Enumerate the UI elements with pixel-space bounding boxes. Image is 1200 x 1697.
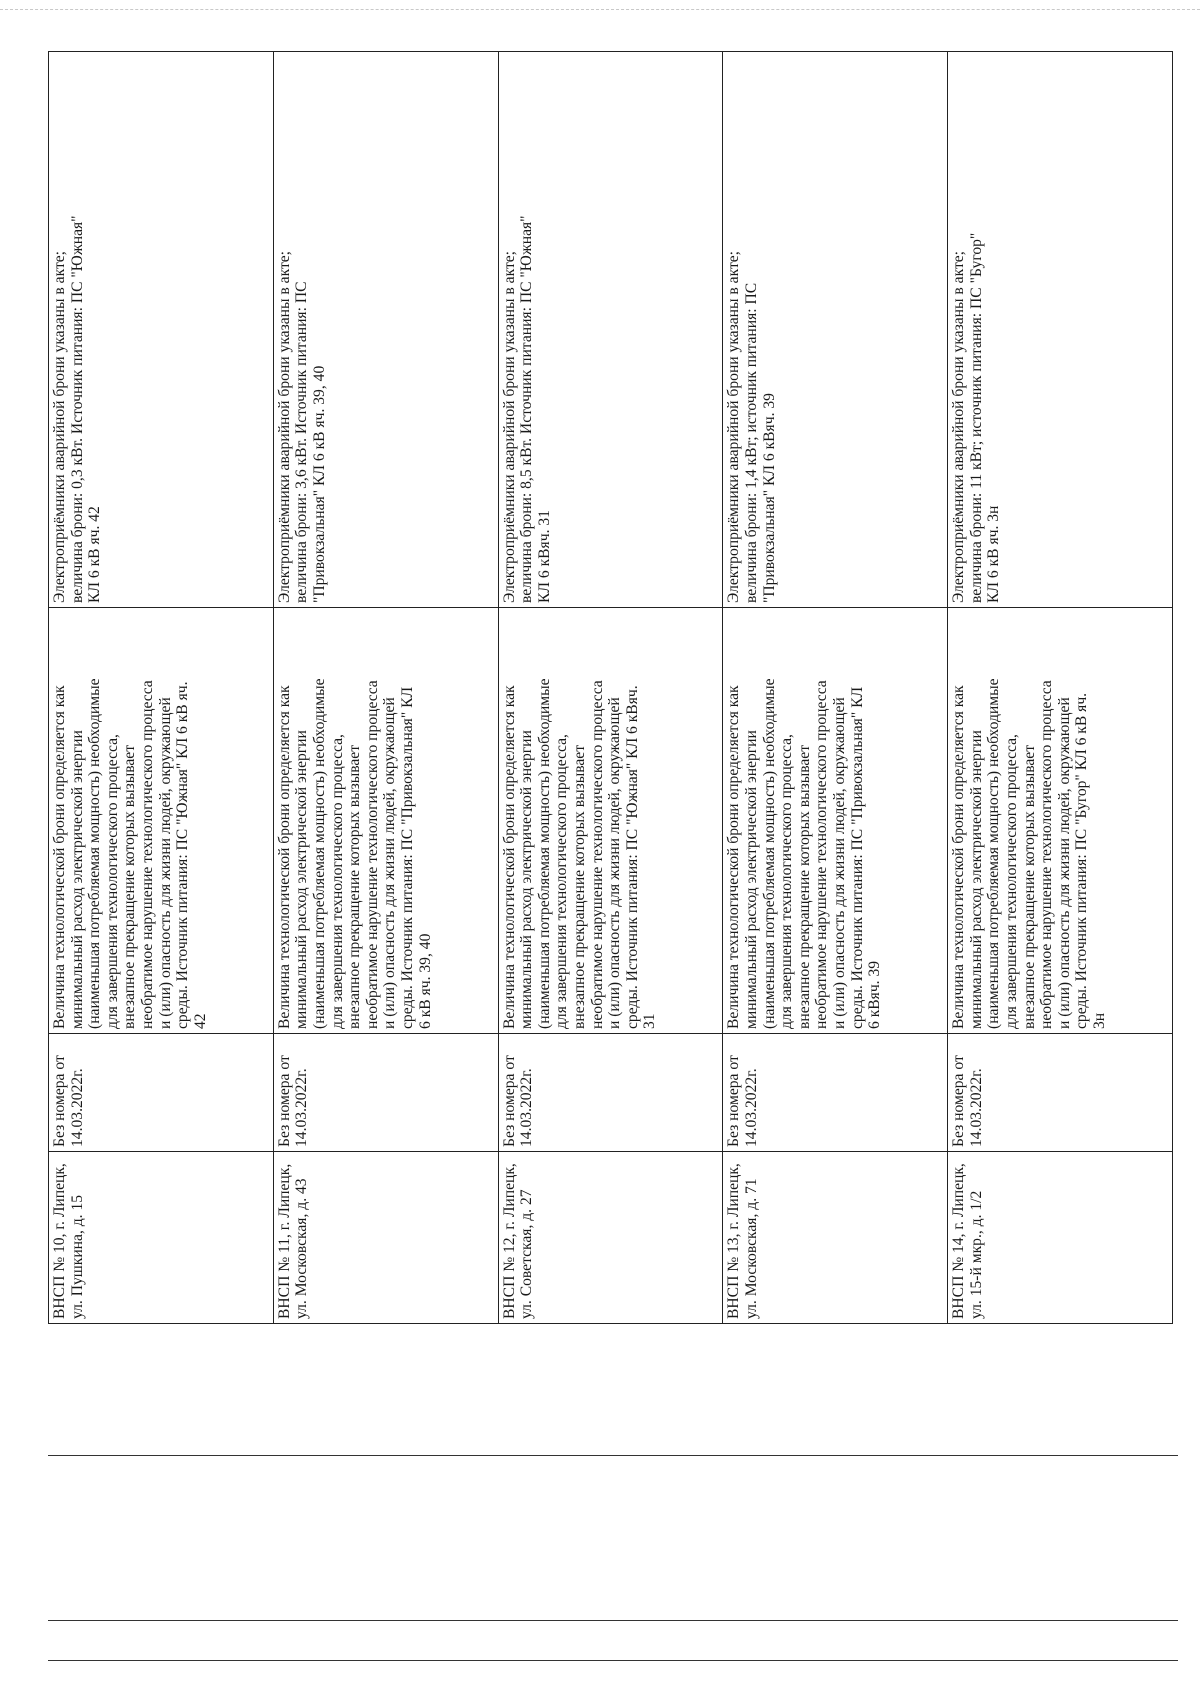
table-row — [723, 52, 948, 1324]
scan-edge-line — [0, 9, 1200, 10]
act-reference-cell: Без номера от 14.03.2022г. — [498, 1034, 723, 1152]
emergency-reserve-table — [48, 51, 1173, 1324]
emergency-reserve-cell: Электроприёмники аварийной брони указаны в акте; величина брони: 8,5 кВт. Источник питания: ПС "Южная" КЛ 6 кВяч. 31 — [498, 52, 723, 608]
object-address-cell: ВНСП № 12, г. Липецк, ул. Советская, д. 27 — [498, 1152, 723, 1324]
rotated-table-container — [48, 52, 1172, 1324]
table-row — [273, 52, 498, 1324]
emergency-reserve-cell: Электроприёмники аварийной брони указаны в акте; величина брони: 1,4 кВт; источник питания: ПС "Привокзальная" КЛ 6 кВяч. 39 — [723, 52, 948, 608]
footer-rule — [48, 1660, 1178, 1661]
technological-reserve-cell: Величина технологической брони определяется как минимальный расход электрической энергии (наименьшая потребляемая мощность) необходимые для завершения технологического процесса, внезапное прекращение которых вызывает необратимое нарушение технологического процесса и (или) опасность для жизни людей, окружающей среды. Источник питания: ПС "Привокзальная" КЛ 6 кВ яч. 39, 40 — [273, 608, 498, 1034]
object-address-cell: ВНСП № 11, г. Липецк, ул. Московская, д. 43 — [273, 1152, 498, 1324]
act-reference-cell: Без номера от 14.03.2022г. — [273, 1034, 498, 1152]
emergency-reserve-cell: Электроприёмники аварийной брони указаны в акте; величина брони: 3,6 кВт. Источник питания: ПС "Привокзальная" КЛ 6 кВ яч. 39, 40 — [273, 52, 498, 608]
technological-reserve-cell: Величина технологической брони определяется как минимальный расход электрической энергии (наименьшая потребляемая мощность) необходимые для завершения технологического процесса, внезапное прекращение которых вызывает необратимое нарушение технологического процесса и (или) опасность для жизни людей, окружающей среды. Источник питания: ПС "Южная" КЛ 6 кВяч. 31 — [498, 608, 723, 1034]
table-row — [49, 52, 274, 1324]
table-row — [498, 52, 723, 1324]
act-reference-cell: Без номера от 14.03.2022г. — [49, 1034, 274, 1152]
emergency-reserve-cell: Электроприёмники аварийной брони указаны в акте; величина брони: 11 кВт; источник питания: ПС "Бугор" КЛ 6 кВ яч. 3н — [948, 52, 1173, 608]
object-address-cell: ВНСП № 10, г. Липецк, ул. Пушкина, д. 15 — [49, 1152, 274, 1324]
act-reference-cell: Без номера от 14.03.2022г. — [948, 1034, 1173, 1152]
act-reference-cell: Без номера от 14.03.2022г. — [723, 1034, 948, 1152]
technological-reserve-cell: Величина технологической брони определяется как минимальный расход электрической энергии (наименьшая потребляемая мощность) необходимые для завершения технологического процесса, внезапное прекращение которых вызывает необратимое нарушение технологического процесса и (или) опасность для жизни людей, окружающей среды. Источник питания: ПС "Привокзальная" КЛ 6 кВяч. 39 — [723, 608, 948, 1034]
footer-rule — [48, 1620, 1178, 1621]
emergency-reserve-cell: Электроприёмники аварийной брони указаны в акте; величина брони: 0,3 кВт. Источник питания: ПС "Южная" КЛ 6 кВ яч. 42 — [49, 52, 274, 608]
table-row — [948, 52, 1173, 1324]
object-address-cell: ВНСП № 13, г. Липецк, ул. Московская, д. 71 — [723, 1152, 948, 1324]
object-address-cell: ВНСП № 14, г. Липецк, ул. 15-й мкр., д. 1/2 — [948, 1152, 1173, 1324]
footer-rule — [48, 1455, 1178, 1456]
technological-reserve-cell: Величина технологической брони определяется как минимальный расход электрической энергии (наименьшая потребляемая мощность) необходимые для завершения технологического процесса, внезапное прекращение которых вызывает необратимое нарушение технологического процесса и (или) опасность для жизни людей, окружающей среды. Источник питания: ПС "Бугор" КЛ 6 кВ яч. 3н — [948, 608, 1173, 1034]
technological-reserve-cell: Величина технологической брони определяется как минимальный расход электрической энергии (наименьшая потребляемая мощность) необходимые для завершения технологического процесса, внезапное прекращение которых вызывает необратимое нарушение технологического процесса и (или) опасность для жизни людей, окружающей среды. Источник питания: ПС "Южная" КЛ 6 кВ яч. 42 — [49, 608, 274, 1034]
